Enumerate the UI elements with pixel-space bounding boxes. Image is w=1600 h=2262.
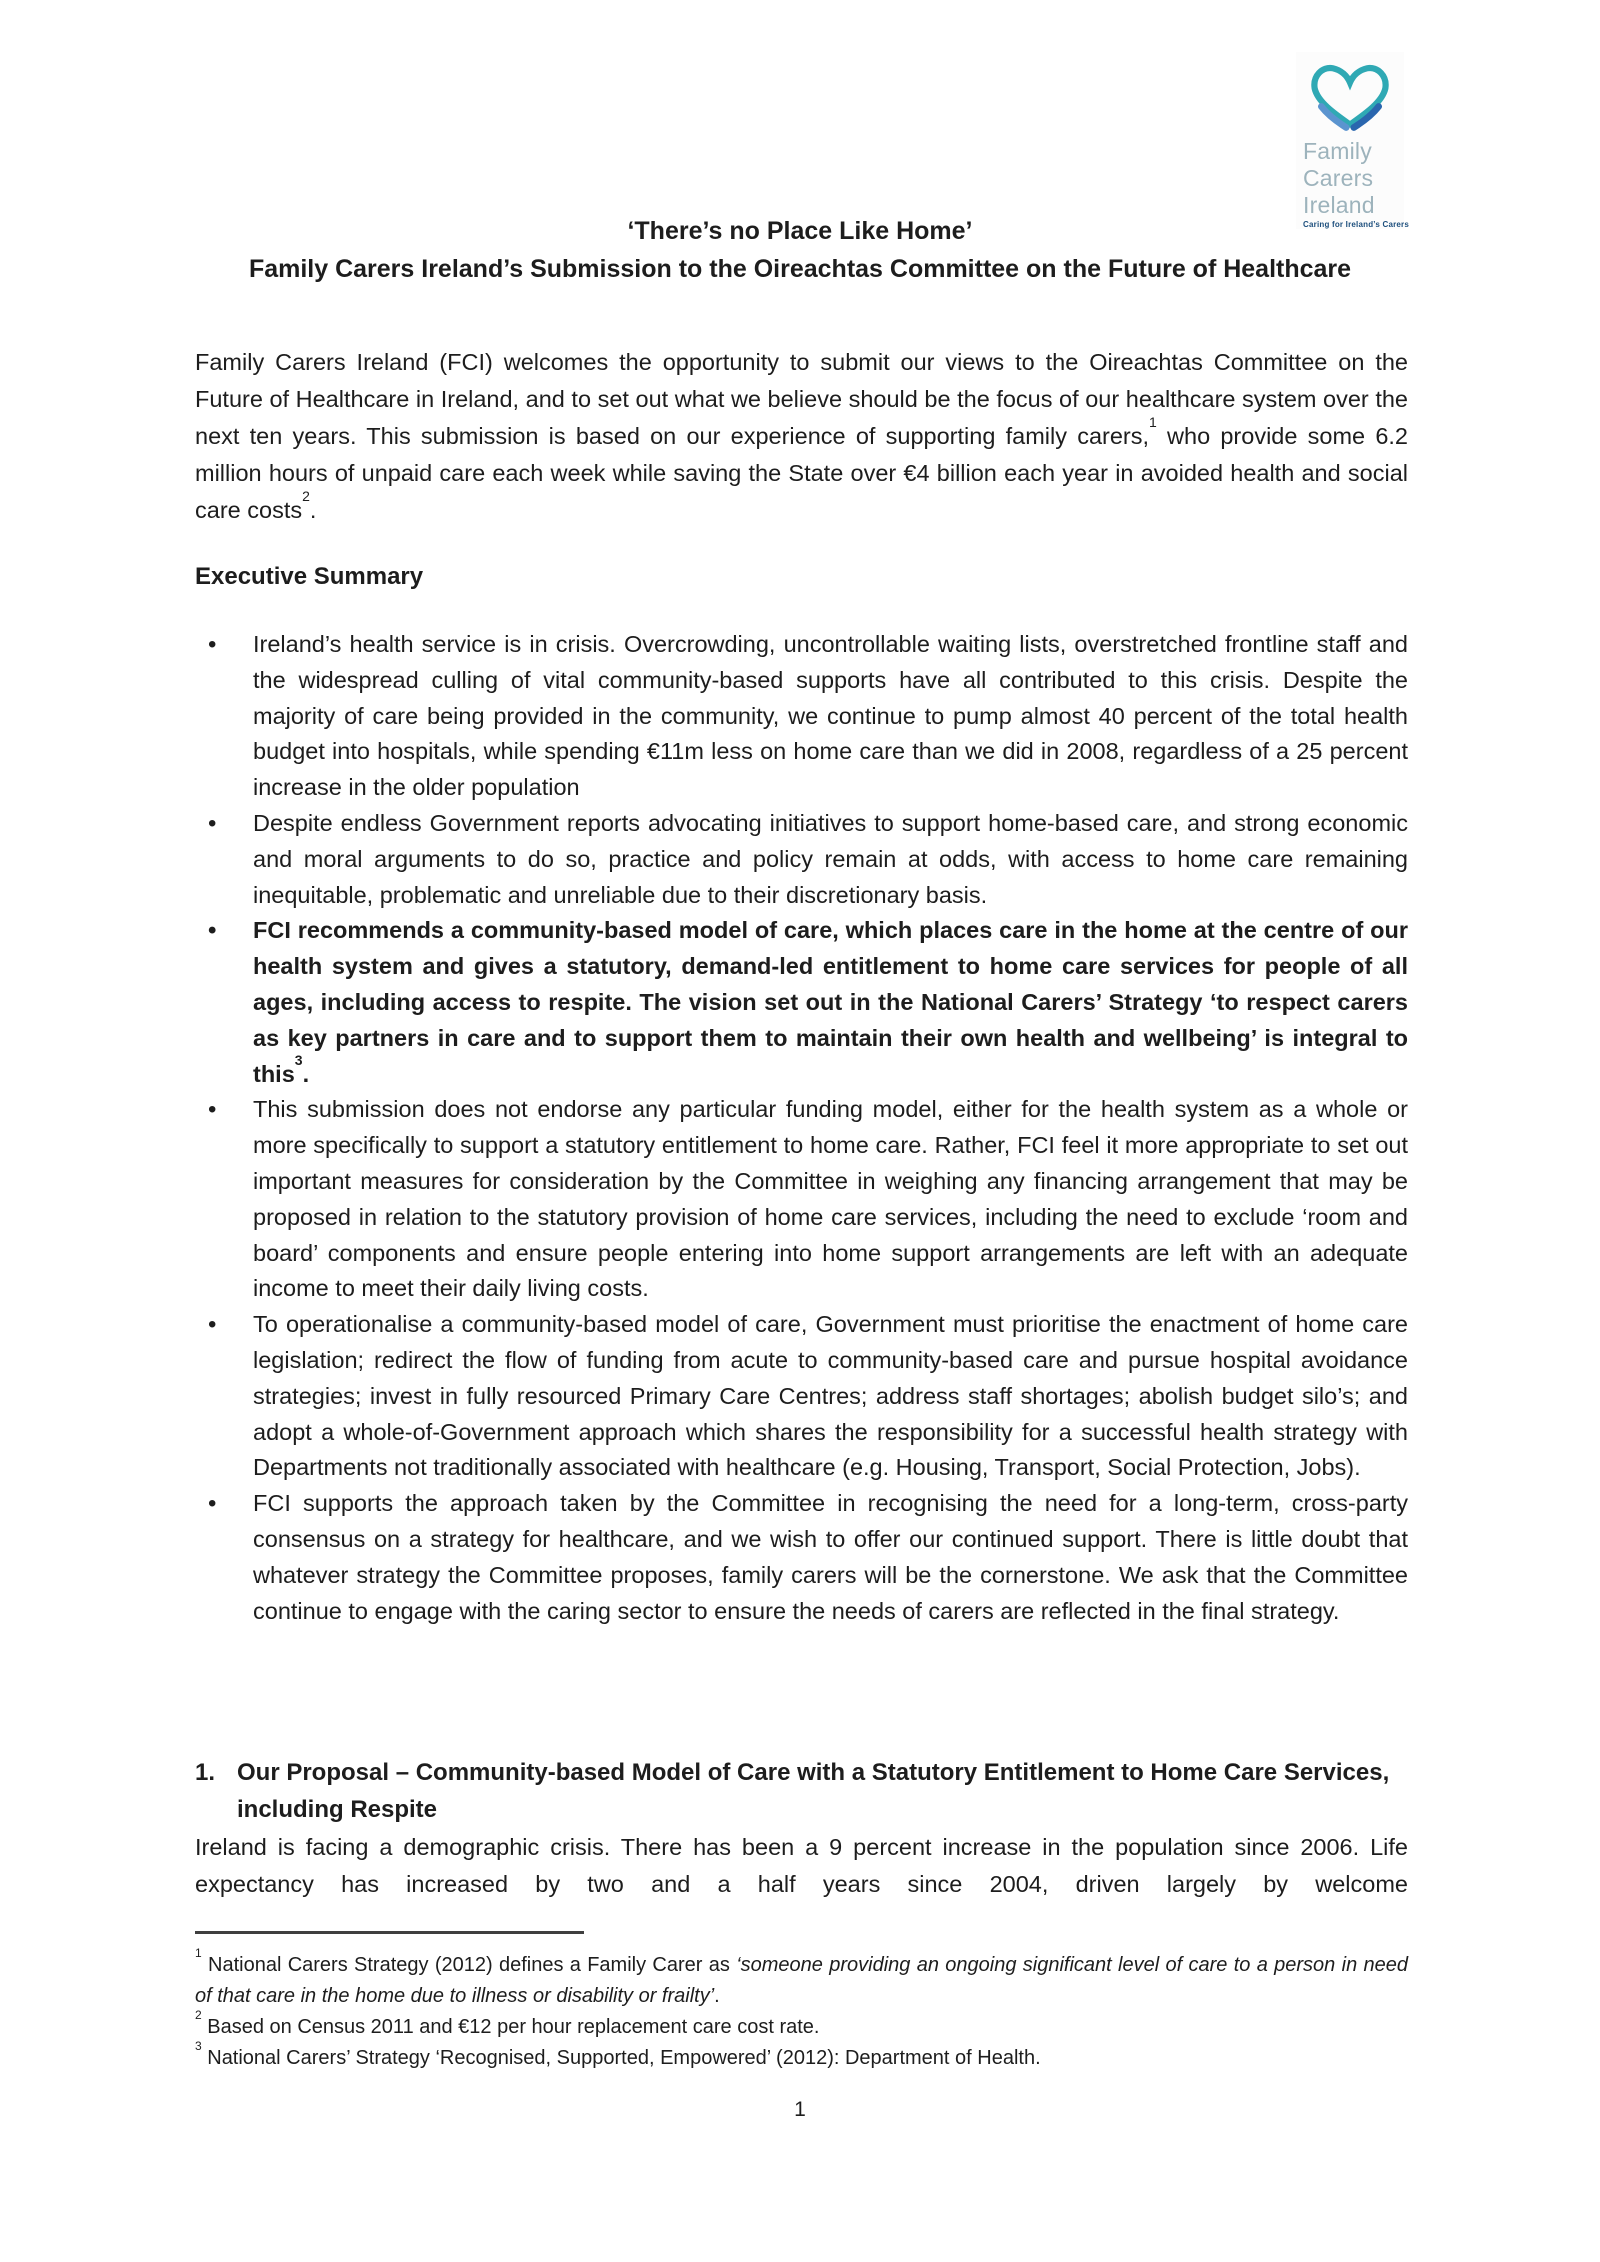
logo-word-3: Ireland <box>1303 192 1375 218</box>
footnote-separator <box>195 1931 584 1934</box>
footnote-1-end: . <box>714 1985 720 2007</box>
footnote-1-text: National Carers Strategy (2012) defines a Family Carer as <box>201 1954 737 1976</box>
footnote-1 <box>195 1946 1409 2012</box>
footnote-ref-1: 1 <box>1149 414 1157 431</box>
bullet-item-4 <box>195 1092 1408 1307</box>
footnote-3-text: National Carers’ Strategy ‘Recognised, Supported, Empowered’ (2012): Department of Health. <box>201 2047 1041 2069</box>
bullet-text: FCI recommends a community-based model of care, which places care in the home at the centre of our health system and gives a statutory, demand-led entitlement to home care services for people of all ages, including access to respite. The vision set out in the National Carers’ Strategy ‘to respect carers as key partners in care and to support them to maintain their own health and wellbeing’ is integral to this <box>253 917 1408 1087</box>
footnote-2 <box>195 2008 1408 2043</box>
footnote-ref-3: 3 <box>294 1051 303 1068</box>
logo-tagline: Caring for Ireland’s Carers <box>1303 220 1410 229</box>
logo-word-1: Family <box>1303 138 1372 164</box>
document-title <box>0 212 1600 288</box>
logo-word-2: Carers <box>1303 165 1374 191</box>
footnote-3 <box>195 2039 1408 2074</box>
bullet-item-3 <box>195 913 1408 1092</box>
bullet-item-5 <box>195 1307 1408 1486</box>
footnote-2-number: 2 <box>195 2008 202 2023</box>
title-line-2: Family Carers Ireland’s Submission to the Oireachtas Committee on the Future of Healthcare <box>248 255 1352 283</box>
bullet-text-end: . <box>302 1060 310 1087</box>
bullet-text: Despite endless Government reports advocating initiatives to support home-based care, and strong economic and moral arguments to do so, practice and policy remain at odds, with access to home care remaining inequitable, problematic and unreliable due to their discretionary basis. <box>253 809 1408 908</box>
intro-paragraph <box>195 344 1408 529</box>
section-1-paragraph: Ireland is facing a demographic crisis. There has been a 9 percent increase in the population since 2006. Life expectancy has increased by two and a half years since 2004, driven largely by welcome <box>195 1834 1408 1897</box>
bullet-text: FCI supports the approach taken by the Committee in recognising the need for a long-term, cross-party consensus on a strategy for healthcare, and we wish to offer our continued support. There is little doubt that whatever strategy the Committee proposes, family carers will be the cornerstone. We ask that the Committee continue to engage with the caring sector to ensure the needs of carers are reflected in the final strategy. <box>253 1490 1408 1624</box>
footnote-1-number: 1 <box>195 1946 202 1961</box>
bullet-item-2 <box>195 806 1408 913</box>
intro-text-1: Family Carers Ireland (FCI) welcomes the opportunity to submit our views to the Oireachtas Committee on the Future of Healthcare in Ireland, and to set out what we believe should be the focus of our healthcare system over the next ten years. This submission is based on our experience of supporting family carers, <box>195 349 1408 449</box>
section-title: Our Proposal – Community-based Model of Care with a Statutory Entitlement to Home Care Services, including Respite <box>237 1759 1390 1823</box>
footnote-2-text: Based on Census 2011 and €12 per hour replacement care cost rate. <box>201 2016 820 2038</box>
bullet-text: This submission does not endorse any particular funding model, either for the health system as a whole or more specifically to support a statutory entitlement to home care. Rather, FCI feel it more appropriate to set out important measures for consideration by the Committee in weighing any financing arrangement that may be proposed in relation to the statutory provision of home care services, including the need to exclude ‘room and board’ components and ensure people entering into home support arrangements are left with an adequate income to meet their daily living costs. <box>253 1096 1408 1302</box>
bullet-text: To operationalise a community-based model of care, Government must prioritise the enactment of home care legislation; redirect the flow of funding from acute to community-based care and pursue hospital avoidance strategies; invest in fully resourced Primary Care Centres; address staff shortages; abolish budget silo’s; and adopt a whole-of-Government approach which shares the responsibility for a successful health strategy with Departments not traditionally associated with healthcare (e.g. Housing, Transport, Social Protection, Jobs). <box>253 1311 1408 1481</box>
family-carers-ireland-logo <box>1296 52 1410 229</box>
title-line-1: ‘There’s no Place Like Home’ <box>627 217 973 245</box>
executive-summary-list <box>195 627 1408 1629</box>
bullet-text: Ireland’s health service is in crisis. Overcrowding, uncontrollable waiting lists, overstretched frontline staff and the widespread culling of vital community-based supports have all contributed to this crisis. Despite the majority of care being provided in the community, we continue to pump almost 40 percent of the total health budget into hospitals, while spending €11m less on home care than we did in 2008, regardless of a 25 percent increase in the older population <box>253 631 1408 801</box>
footnote-ref-2: 2 <box>302 488 310 505</box>
section-1-heading <box>195 1754 1408 1828</box>
bullet-item-6 <box>195 1486 1408 1629</box>
footnote-3-number: 3 <box>195 2039 202 2054</box>
intro-text-2: who provide some 6.2 million hours of unpaid care each week while saving the State over €4 billion each year in avoided health and social care costs <box>195 423 1408 523</box>
logo-wordmark <box>1296 138 1404 219</box>
section-number: 1. <box>195 1759 216 1786</box>
page-number: 1 <box>794 2098 806 2121</box>
executive-summary-heading: Executive Summary <box>195 563 424 590</box>
hands-heart-icon <box>1302 52 1398 138</box>
intro-text-3: . <box>309 497 317 523</box>
footnotes <box>195 1946 1409 2074</box>
footnote-1-quote: ‘someone providing an ongoing significant level of care to a person in need of that care in the home due to illness or disability or frailty’ <box>195 1954 1409 2007</box>
bullet-item-1 <box>195 627 1408 806</box>
